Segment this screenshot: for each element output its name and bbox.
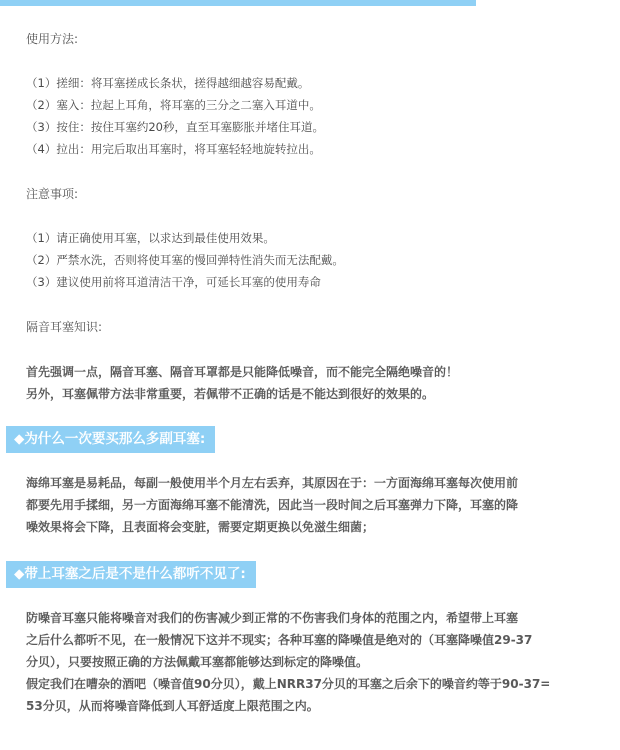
knowledge-heading: 隔音耳塞知识: <box>26 320 103 334</box>
knowledge-line: 首先强调一点，隔音耳塞、隔音耳罩都是只能降低噪音，而不能完全隔绝噪音的！ <box>26 365 459 379</box>
section-why-line: 噪效果将会下降，且表面将会变脏，需要定期更换以免滋生细菌； <box>26 520 375 534</box>
usage-step: （3）按住：按住耳塞约20秒，直至耳塞膨胀并堵住耳道。 <box>26 120 324 134</box>
section-hear-line: 分贝），只要按照正确的方法佩戴耳塞都能够达到标定的降噪值。 <box>26 655 369 669</box>
section-hear-line: 假定我们在嘈杂的酒吧（噪音值90分贝），戴上NRR37分贝的耳塞之后余下的噪音约等于90-37= <box>26 677 551 691</box>
knowledge-text <box>26 361 596 405</box>
usage-section <box>26 28 596 50</box>
note-item: （3）建议使用前将耳道清洁干净，可延长耳塞的使用寿命 <box>26 275 321 289</box>
usage-step: （4）拉出：用完后取出耳塞时，将耳塞轻轻地旋转拉出。 <box>26 142 321 156</box>
section-hear-banner: ◆带上耳塞之后是不是什么都听不见了: <box>6 561 256 588</box>
section-why-line: 都要先用手揉细，另一方面海绵耳塞不能清洗，因此当一段时间之后耳塞弹力下降，耳塞的降 <box>26 498 519 512</box>
notes-items <box>26 227 596 293</box>
knowledge-section <box>26 316 596 338</box>
section-why-text <box>26 472 596 538</box>
section-why-line: 海绵耳塞是易耗品，每副一般使用半个月左右丢弃，其原因在于：一方面海绵耳塞每次使用前 <box>26 476 519 490</box>
section-hear-line: 防噪音耳塞只能将噪音对我们的伤害减少到正常的不伤害我们身体的范围之内，希望带上耳塞 <box>26 611 519 625</box>
usage-step: （1）搓细：将耳塞搓成长条状，搓得越细越容易配戴。 <box>26 76 310 90</box>
notes-heading: 注意事项: <box>26 187 79 201</box>
usage-heading: 使用方法: <box>26 32 79 46</box>
section-hear-line: 53分贝，从而将噪音降低到人耳舒适度上限范围之内。 <box>26 699 319 713</box>
section-hear-text <box>26 607 596 717</box>
usage-steps <box>26 72 596 160</box>
section-hear-line: 之后什么都听不见，在一般情况下这并不现实；各种耳塞的降噪值是绝对的（耳塞降噪值29-37 <box>26 633 533 647</box>
section-why-banner: ◆为什么一次要买那么多副耳塞: <box>6 426 215 453</box>
note-item: （2）严禁水洗，否则将使耳塞的慢回弹特性消失而无法配戴。 <box>26 253 344 267</box>
knowledge-line: 另外，耳塞佩带方法非常重要，若佩带不正确的话是不能达到很好的效果的。 <box>26 387 435 401</box>
usage-step: （2）塞入：拉起上耳角，将耳塞的三分之二塞入耳道中。 <box>26 98 321 112</box>
note-item: （1）请正确使用耳塞，以求达到最佳使用效果。 <box>26 231 275 245</box>
notes-section <box>26 183 596 205</box>
top-banner-remnant <box>0 0 476 6</box>
